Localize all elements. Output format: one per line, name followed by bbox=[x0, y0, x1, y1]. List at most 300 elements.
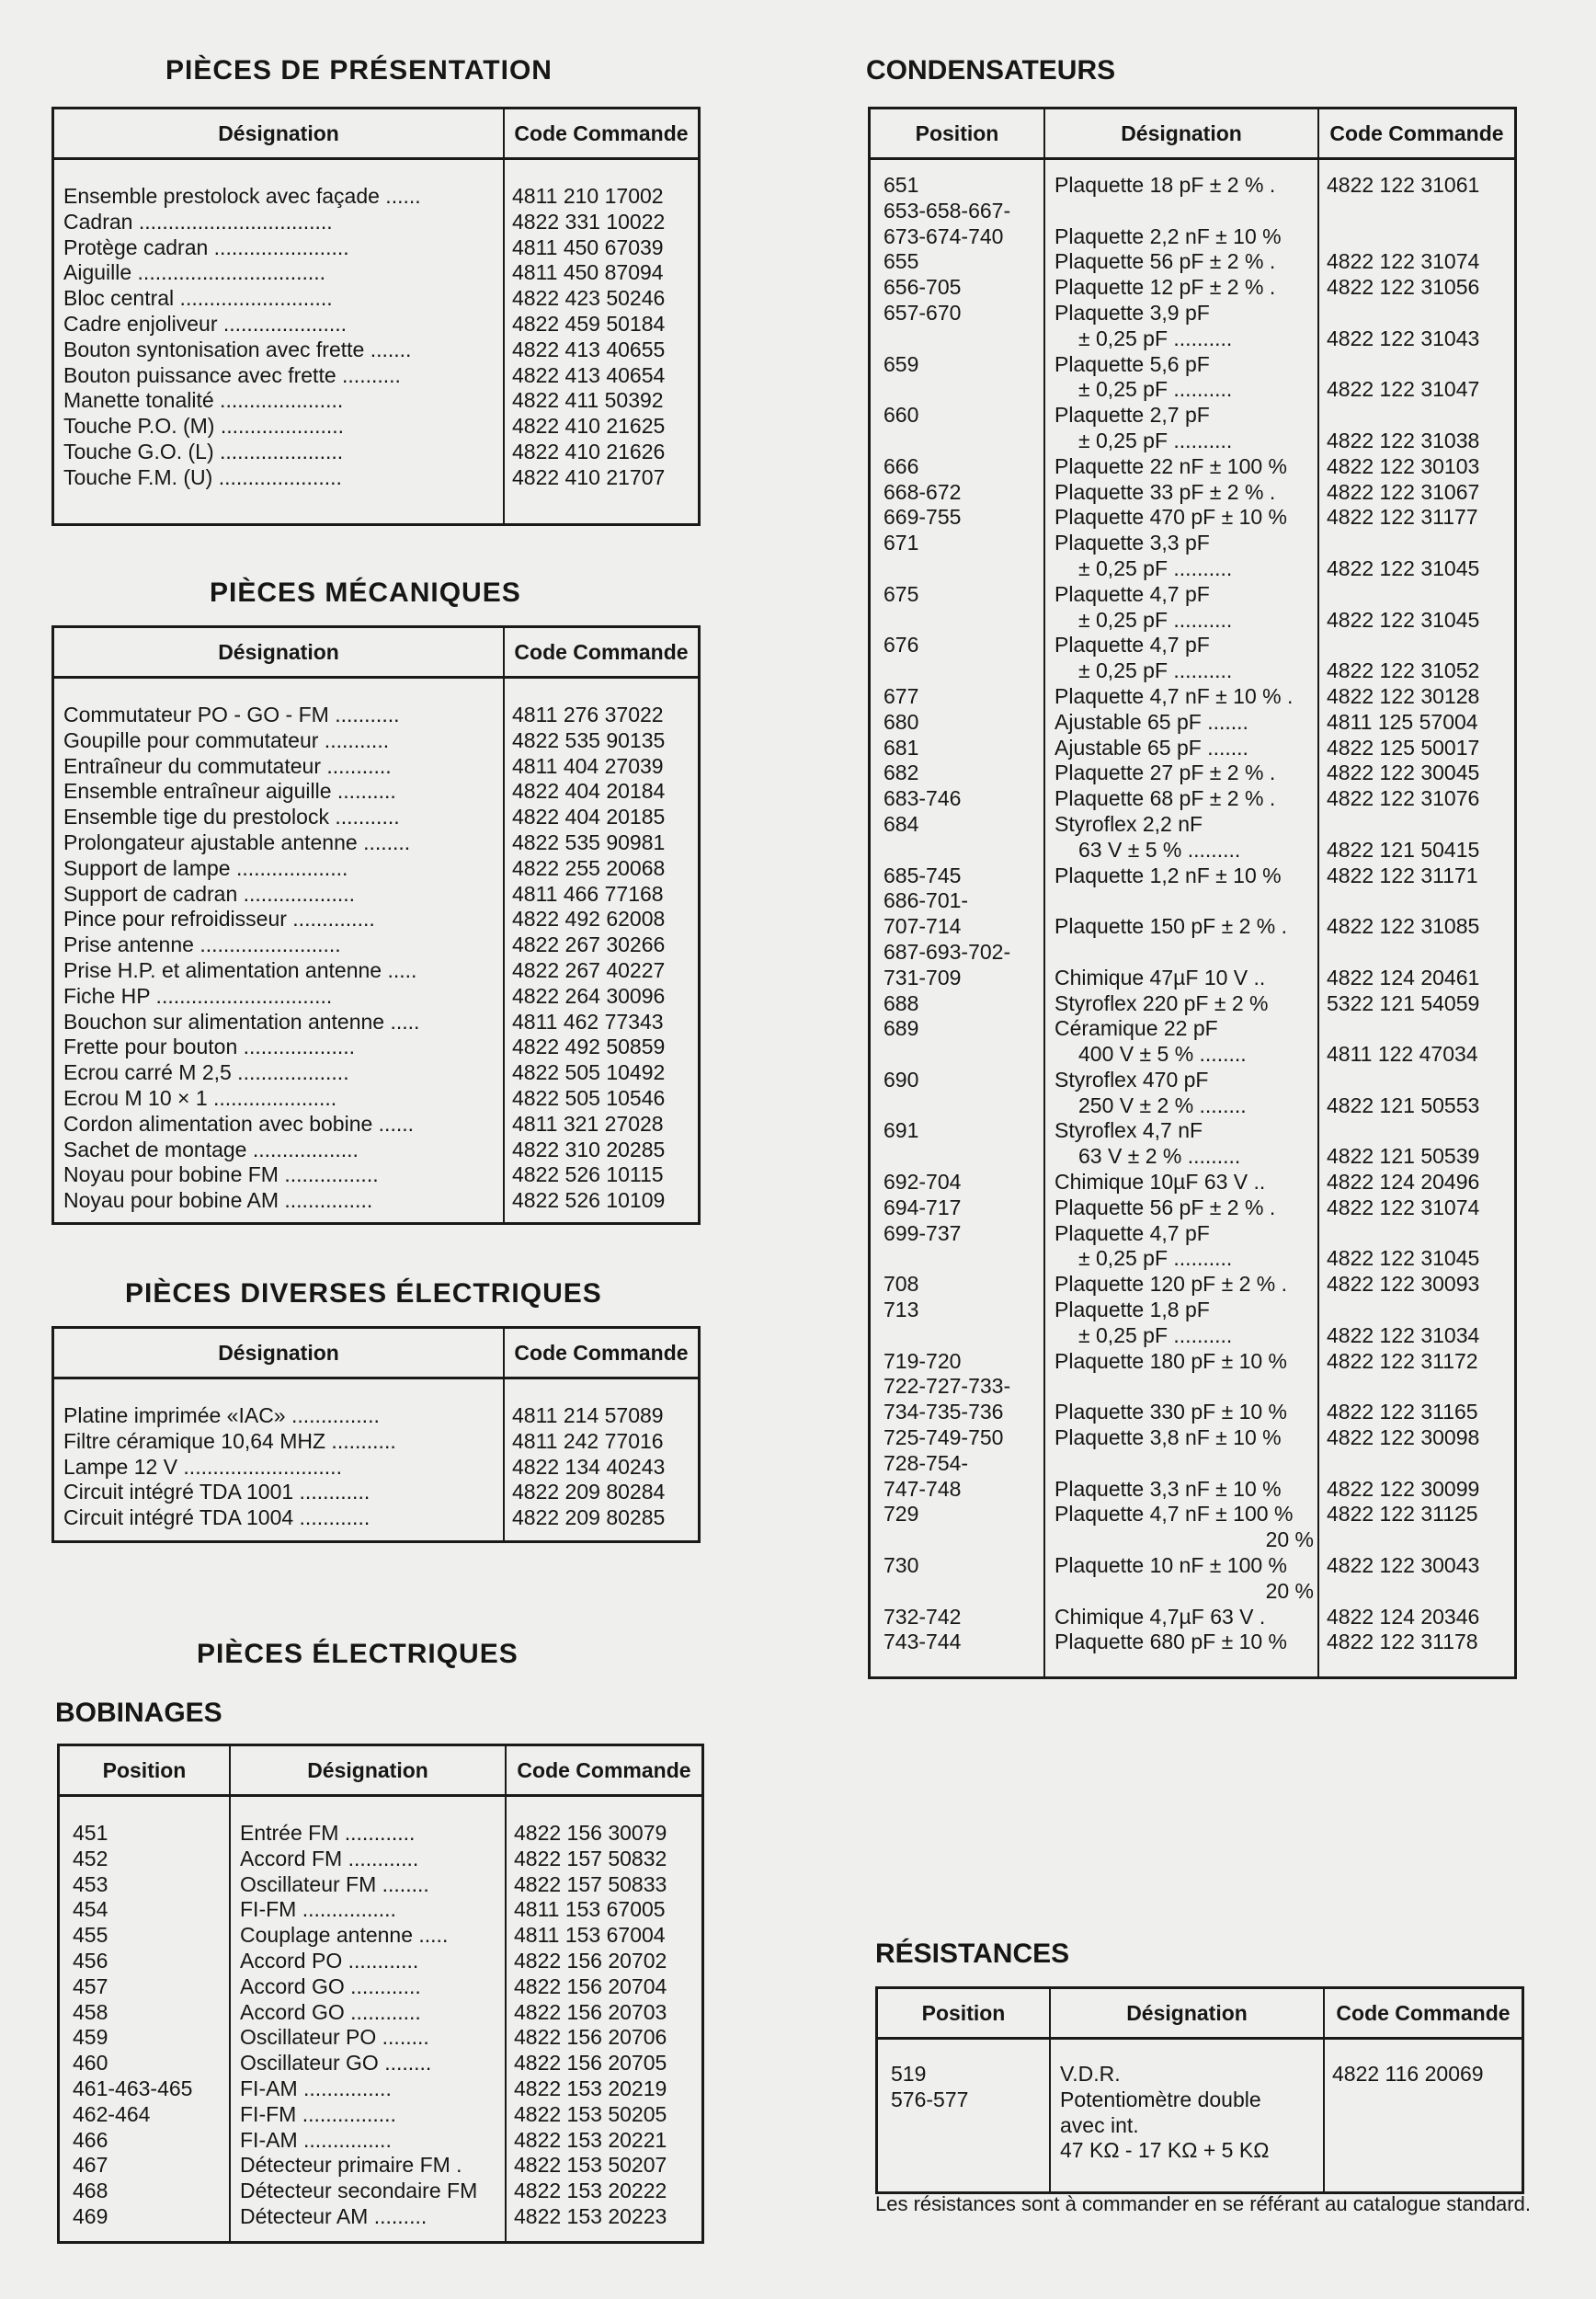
table-cell: 4811 321 27028 bbox=[512, 1111, 664, 1136]
table-cell: 4822 331 10022 bbox=[512, 209, 666, 234]
table-cell: Plaquette 56 pF ± 2 % . bbox=[1054, 249, 1276, 274]
table-cell: Protège cadran ....................... bbox=[63, 234, 349, 259]
table-cell: 4811 153 67005 bbox=[514, 1897, 666, 1922]
table-cell: Styroflex 470 pF bbox=[1054, 1067, 1209, 1092]
table-cell: 47 KΩ - 17 KΩ + 5 KΩ bbox=[1060, 2138, 1270, 2163]
table-condensateurs bbox=[868, 107, 1517, 1679]
table-cell: Touche G.O. (L) ..................... bbox=[63, 439, 344, 463]
table-cell: Accord GO ............ bbox=[240, 1999, 421, 2024]
table-cell: Plaquette 4,7 pF bbox=[1054, 633, 1210, 658]
table-cell: 4811 210 17002 bbox=[512, 184, 664, 208]
table-cell bbox=[1319, 199, 1514, 224]
table-cell: 747-748 bbox=[884, 1476, 962, 1501]
table-cell: 460 bbox=[73, 2051, 108, 2076]
table-cell: 4822 122 30128 bbox=[1327, 683, 1480, 708]
table-cell: Ensemble prestolock avec façade ...... bbox=[63, 184, 421, 208]
table-cell: Plaquette 12 pF ± 2 % . bbox=[1054, 275, 1276, 300]
table-cell: 461-463-465 bbox=[73, 2076, 193, 2100]
table-cell bbox=[1325, 2113, 1522, 2139]
table-cell: 4811 242 77016 bbox=[512, 1428, 664, 1453]
table-body bbox=[54, 679, 698, 1222]
table-cell: Ajustable 65 pF ....... bbox=[1054, 709, 1248, 734]
table-cell: 4822 505 10492 bbox=[512, 1060, 666, 1085]
table-body bbox=[54, 1379, 698, 1540]
table-cell: Plaquette 4,7 pF bbox=[1054, 581, 1210, 606]
table-cell: Styroflex 220 pF ± 2 % bbox=[1054, 990, 1269, 1015]
table-cell bbox=[1325, 2087, 1522, 2113]
table-cell: Plaquette 33 pF ± 2 % . bbox=[1054, 479, 1276, 504]
table-cell: ± 0,25 pF .......... bbox=[1078, 1246, 1233, 1271]
table-cell: 4822 157 50833 bbox=[514, 1871, 667, 1896]
table-cell: Prise H.P. et alimentation antenne ..... bbox=[63, 957, 417, 982]
table-header bbox=[878, 1989, 1522, 2040]
code-column bbox=[503, 679, 698, 1222]
table-cell: 4822 310 20285 bbox=[512, 1137, 666, 1161]
table-cell: Ecrou M 10 × 1 ..................... bbox=[63, 1085, 337, 1110]
table-cell: Plaquette 3,3 nF ± 10 % bbox=[1054, 1476, 1282, 1501]
table-cell: Bouton puissance avec frette .......... bbox=[63, 362, 401, 387]
table-cell: 4822 156 30079 bbox=[514, 1821, 667, 1845]
table-cell: 4822 122 31038 bbox=[1327, 428, 1480, 452]
table-cell: 4822 122 30045 bbox=[1327, 761, 1480, 785]
table-cell bbox=[878, 2113, 1049, 2139]
table-cell: 4822 209 80284 bbox=[512, 1480, 666, 1504]
code-column bbox=[503, 1379, 698, 1540]
table-cell: 454 bbox=[73, 1897, 108, 1922]
table-cell: 685-745 bbox=[884, 863, 962, 887]
table-cell: Accord GO ............ bbox=[240, 1973, 421, 1998]
table-cell: 669-755 bbox=[884, 505, 962, 530]
table-cell: Noyau pour bobine FM ................ bbox=[63, 1162, 379, 1187]
table-cell: Circuit intégré TDA 1004 ............ bbox=[63, 1505, 370, 1530]
table-cell: Sachet de montage .................. bbox=[63, 1137, 359, 1161]
table-cell: 466 bbox=[73, 2127, 108, 2152]
table-cell: 4822 264 30096 bbox=[512, 983, 666, 1008]
table-cell: ± 0,25 pF .......... bbox=[1078, 326, 1233, 350]
table-cell: Prolongateur ajustable antenne ........ bbox=[63, 829, 411, 854]
table-cell: 4822 134 40243 bbox=[512, 1454, 666, 1479]
table-cell bbox=[1045, 940, 1317, 966]
table-header bbox=[54, 109, 698, 160]
table-cell: 731-709 bbox=[884, 965, 962, 989]
table-cell: Circuit intégré TDA 1001 ............ bbox=[63, 1480, 370, 1504]
table-cell: 4822 156 20702 bbox=[514, 1948, 667, 1973]
table-cell: 699-737 bbox=[884, 1220, 962, 1245]
table-cell: 683-746 bbox=[884, 786, 962, 811]
table-cell bbox=[1319, 1221, 1514, 1247]
table-cell bbox=[1319, 403, 1514, 429]
table-cell: 689 bbox=[884, 1016, 919, 1041]
table-cell: Plaquette 3,3 pF bbox=[1054, 531, 1210, 555]
table-cell: 462-464 bbox=[73, 2101, 151, 2126]
table-cell: Bloc central .......................... bbox=[63, 286, 333, 311]
table-cell: Ajustable 65 pF ....... bbox=[1054, 735, 1248, 760]
table-cell bbox=[871, 1527, 1043, 1553]
table-cell: Support de lampe ................... bbox=[63, 855, 348, 880]
table-cell: Goupille pour commutateur ........... bbox=[63, 727, 390, 752]
table-cell: 655 bbox=[884, 249, 919, 274]
section-title-diverses: PIÈCES DIVERSES ÉLECTRIQUES bbox=[125, 1278, 602, 1309]
table-cell: 456 bbox=[73, 1948, 108, 1973]
table-cell: Détecteur AM ......... bbox=[240, 2203, 428, 2228]
table-body bbox=[54, 160, 698, 523]
code-column bbox=[1323, 2040, 1522, 2191]
table-cell: Détecteur primaire FM . bbox=[240, 2153, 462, 2178]
table-mecaniques bbox=[51, 625, 701, 1225]
table-cell: 4822 157 50832 bbox=[514, 1846, 667, 1870]
table-cell: 728-754- bbox=[884, 1450, 969, 1475]
table-cell: 4822 121 50553 bbox=[1327, 1092, 1480, 1117]
table-cell: Plaquette 3,8 nF ± 10 % bbox=[1054, 1425, 1282, 1450]
table-cell bbox=[871, 1246, 1043, 1272]
table-cell: 4822 404 20184 bbox=[512, 779, 666, 804]
table-cell: 722-727-733- bbox=[884, 1374, 1011, 1399]
table-cell: 656-705 bbox=[884, 275, 962, 300]
table-cell: Accord PO ............ bbox=[240, 1948, 419, 1973]
table-cell: 4822 156 20704 bbox=[514, 1973, 667, 1998]
table-cell bbox=[1319, 352, 1514, 378]
table-cell: 684 bbox=[884, 811, 919, 836]
table-cell: Cordon alimentation avec bobine ...... bbox=[63, 1111, 415, 1136]
table-cell: 452 bbox=[73, 1846, 108, 1870]
header-designation: Désignation bbox=[229, 1746, 505, 1794]
table-cell: Plaquette 4,7 nF ± 100 % bbox=[1054, 1502, 1294, 1527]
table-cell: Plaquette 68 pF ± 2 % . bbox=[1054, 786, 1276, 811]
table-cell: 4822 124 20496 bbox=[1327, 1170, 1480, 1195]
table-cell: 732-742 bbox=[884, 1604, 962, 1629]
section-title-mecaniques: PIÈCES MÉCANIQUES bbox=[210, 578, 521, 608]
table-cell: 4822 153 20221 bbox=[514, 2127, 667, 2152]
table-cell bbox=[871, 1042, 1043, 1068]
table-cell: 4811 153 67004 bbox=[514, 1923, 666, 1948]
table-cell: 20 % bbox=[1265, 1578, 1314, 1603]
table-cell: 4822 121 50415 bbox=[1327, 837, 1480, 862]
table-cell: 4822 267 30266 bbox=[512, 932, 666, 957]
header-position: Position bbox=[102, 1757, 187, 1782]
table-cell: 694-717 bbox=[884, 1195, 962, 1219]
table-cell: 4822 505 10546 bbox=[512, 1085, 666, 1110]
table-cell bbox=[1045, 888, 1317, 914]
table-cell: 4822 535 90135 bbox=[512, 727, 666, 752]
position-column bbox=[871, 160, 1043, 1676]
table-cell: 458 bbox=[73, 1999, 108, 2024]
header-position: Position bbox=[915, 120, 999, 145]
table-cell: 708 bbox=[884, 1272, 919, 1297]
code-column bbox=[505, 1797, 701, 2241]
table-cell bbox=[871, 838, 1043, 864]
table-cell: Bouchon sur alimentation antenne ..... bbox=[63, 1009, 420, 1034]
table-cell: Platine imprimée «IAC» ............... bbox=[63, 1403, 380, 1427]
table-cell: 707-714 bbox=[884, 914, 962, 939]
table-cell: Plaquette 330 pF ± 10 % bbox=[1054, 1400, 1288, 1424]
table-cell: 4822 122 31043 bbox=[1327, 326, 1480, 350]
table-cell: 4822 122 31045 bbox=[1327, 607, 1480, 632]
table-header bbox=[54, 1329, 698, 1379]
table-cell: 4822 122 31074 bbox=[1327, 249, 1480, 274]
table-cell: 451 bbox=[73, 1821, 108, 1845]
table-cell: Plaquette 56 pF ± 2 % . bbox=[1054, 1195, 1276, 1219]
header-code: Code Commande bbox=[1323, 1989, 1522, 2037]
section-title-electriques: PIÈCES ÉLECTRIQUES bbox=[197, 1639, 519, 1669]
table-cell: 4822 122 31085 bbox=[1327, 914, 1480, 939]
table-cell: 682 bbox=[884, 761, 919, 785]
table-cell bbox=[871, 556, 1043, 582]
code-column bbox=[503, 160, 698, 523]
table-cell bbox=[871, 1144, 1043, 1170]
table-cell: Plaquette 18 pF ± 2 % . bbox=[1054, 173, 1276, 197]
table-cell: 4822 122 31047 bbox=[1327, 377, 1480, 402]
table-cell: 457 bbox=[73, 1973, 108, 1998]
table-cell: 734-735-736 bbox=[884, 1400, 1004, 1424]
table-cell: Plaquette 10 nF ± 100 % bbox=[1054, 1553, 1288, 1578]
table-cell: 4811 450 87094 bbox=[512, 260, 664, 285]
table-cell: 4822 492 50859 bbox=[512, 1035, 666, 1059]
table-cell: 4822 526 10109 bbox=[512, 1188, 666, 1213]
table-cell: Chimique 4,7µF 63 V . bbox=[1054, 1604, 1266, 1629]
table-cell: 4822 121 50539 bbox=[1327, 1144, 1480, 1169]
table-cell: 4822 535 90981 bbox=[512, 829, 666, 854]
table-cell: 4822 156 20705 bbox=[514, 2051, 667, 2076]
table-cell: 651 bbox=[884, 173, 919, 197]
table-cell: Plaquette 22 nF ± 100 % bbox=[1054, 453, 1288, 478]
table-cell: 4822 122 31074 bbox=[1327, 1195, 1480, 1219]
table-cell: Touche F.M. (U) ..................... bbox=[63, 464, 342, 489]
table-cell: Frette pour bouton ................... bbox=[63, 1035, 356, 1059]
table-cell: 4822 124 20346 bbox=[1327, 1604, 1480, 1629]
table-cell: 4811 404 27039 bbox=[512, 753, 664, 778]
table-cell: 4822 413 40654 bbox=[512, 362, 666, 387]
table-cell: Support de cadran ................... bbox=[63, 881, 356, 906]
table-cell: 4822 413 40655 bbox=[512, 337, 666, 361]
table-cell: 4822 526 10115 bbox=[512, 1162, 664, 1187]
table-cell: 687-693-702- bbox=[884, 939, 1011, 964]
table-header bbox=[54, 628, 698, 679]
table-cell: Plaquette 180 pF ± 10 % bbox=[1054, 1348, 1288, 1373]
table-body bbox=[878, 2040, 1522, 2191]
table-cell: 4822 116 20069 bbox=[1332, 2062, 1484, 2086]
table-cell: 4822 209 80285 bbox=[512, 1505, 666, 1530]
table-cell: 4822 122 31171 bbox=[1327, 863, 1478, 887]
table-cell: 4822 410 21626 bbox=[512, 439, 666, 463]
table-cell: 657-670 bbox=[884, 300, 962, 325]
table-cell: 4822 255 20068 bbox=[512, 855, 666, 880]
table-cell: 4822 410 21707 bbox=[512, 464, 666, 489]
table-cell: 4822 122 30093 bbox=[1327, 1272, 1480, 1297]
table-cell: Céramique 22 pF bbox=[1054, 1016, 1218, 1041]
table-cell: Touche P.O. (M) ..................... bbox=[63, 414, 345, 439]
table-cell: 676 bbox=[884, 633, 919, 658]
table-cell: 681 bbox=[884, 735, 919, 760]
table-cell: 713 bbox=[884, 1298, 919, 1322]
table-cell: Accord FM ............ bbox=[240, 1846, 419, 1870]
table-cell: 4811 122 47034 bbox=[1327, 1042, 1478, 1067]
header-position: Position bbox=[921, 2000, 1006, 2025]
table-cell: Cadran ................................. bbox=[63, 209, 333, 234]
table-cell: Styroflex 2,2 nF bbox=[1054, 811, 1203, 836]
header-code: Code Commande bbox=[505, 1746, 701, 1794]
table-cell bbox=[871, 658, 1043, 684]
table-cell: Prise antenne ........................ bbox=[63, 932, 341, 957]
table-cell: 4822 122 30103 bbox=[1327, 453, 1480, 478]
table-cell: 4822 122 30098 bbox=[1327, 1425, 1480, 1450]
table-cell: 4822 122 31045 bbox=[1327, 555, 1480, 580]
table-cell: Commutateur PO - GO - FM ........... bbox=[63, 703, 400, 726]
table-cell: 690 bbox=[884, 1067, 919, 1092]
table-cell: 688 bbox=[884, 990, 919, 1015]
table-cell: 4811 450 67039 bbox=[512, 234, 664, 259]
table-resistances bbox=[875, 1986, 1524, 2194]
table-cell: Pince pour refroidisseur .............. bbox=[63, 907, 375, 932]
table-cell: 4822 122 31056 bbox=[1327, 275, 1480, 300]
table-cell: ± 0,25 pF .......... bbox=[1078, 658, 1233, 683]
table-cell: 4822 122 31165 bbox=[1327, 1400, 1478, 1424]
table-cell: 4822 153 50207 bbox=[514, 2153, 667, 2178]
position-column bbox=[60, 1797, 229, 2241]
table-cell: Manette tonalité ..................... bbox=[63, 388, 344, 413]
table-cell: 469 bbox=[73, 2203, 108, 2228]
table-cell: ± 0,25 pF .......... bbox=[1078, 428, 1233, 452]
table-cell: 743-744 bbox=[884, 1630, 962, 1654]
table-cell: 668-672 bbox=[884, 479, 962, 504]
table-cell: 675 bbox=[884, 581, 919, 606]
table-cell: 659 bbox=[884, 351, 919, 376]
table-cell: Plaquette 4,7 nF ± 10 % . bbox=[1054, 683, 1294, 708]
table-cell: 4822 492 62008 bbox=[512, 907, 666, 932]
table-cell bbox=[1319, 633, 1514, 658]
header-designation: Désignation bbox=[1049, 1989, 1323, 2037]
table-cell: Plaquette 5,6 pF bbox=[1054, 351, 1210, 376]
table-diverses bbox=[51, 1326, 701, 1543]
table-cell: 576-577 bbox=[891, 2087, 969, 2111]
table-cell: 4822 459 50184 bbox=[512, 311, 666, 336]
table-cell: Lampe 12 V ........................... bbox=[63, 1454, 342, 1479]
table-cell: 4811 276 37022 bbox=[512, 703, 664, 726]
table-cell: Plaquette 150 pF ± 2 % . bbox=[1054, 914, 1287, 939]
table-cell: V.D.R. bbox=[1060, 2062, 1121, 2086]
table-cell bbox=[1319, 1118, 1514, 1144]
table-cell: Oscillateur FM ........ bbox=[240, 1871, 429, 1896]
table-cell: Plaquette 1,8 pF bbox=[1054, 1298, 1210, 1322]
table-cell: 719-720 bbox=[884, 1348, 962, 1373]
table-cell: 4822 404 20185 bbox=[512, 805, 666, 829]
table-cell: Chimique 10µF 63 V .. bbox=[1054, 1170, 1266, 1195]
table-cell: 4822 153 20223 bbox=[514, 2203, 667, 2228]
table-cell: Aiguille ................................ bbox=[63, 260, 326, 285]
position-column bbox=[878, 2040, 1049, 2191]
table-cell: 519 bbox=[891, 2062, 927, 2086]
table-cell bbox=[871, 1093, 1043, 1119]
table-cell bbox=[1319, 531, 1514, 556]
table-cell: Noyau pour bobine AM ............... bbox=[63, 1188, 373, 1213]
table-cell: ± 0,25 pF .......... bbox=[1078, 555, 1233, 580]
table-cell: 4822 153 20219 bbox=[514, 2076, 667, 2100]
table-cell: 4822 122 31172 bbox=[1327, 1348, 1478, 1373]
table-cell: Oscillateur GO ........ bbox=[240, 2051, 432, 2076]
table-cell: 4822 122 30099 bbox=[1327, 1476, 1480, 1501]
table-cell bbox=[1319, 301, 1514, 326]
table-cell: 250 V ± 2 % ........ bbox=[1078, 1092, 1247, 1117]
table-cell: 20 % bbox=[1265, 1527, 1314, 1552]
table-cell: Oscillateur PO ........ bbox=[240, 2025, 429, 2050]
code-column bbox=[1317, 160, 1514, 1676]
resistances-note: Les résistances sont à commander en se référant au catalogue standard. bbox=[875, 2192, 1531, 2215]
table-cell: 63 V ± 5 % ......... bbox=[1078, 837, 1241, 862]
table-cell: 691 bbox=[884, 1118, 919, 1143]
table-cell: ± 0,25 pF .......... bbox=[1078, 377, 1233, 402]
table-cell: Plaquette 4,7 pF bbox=[1054, 1220, 1210, 1245]
table-cell: 729 bbox=[884, 1502, 919, 1527]
designation-column bbox=[1043, 160, 1317, 1676]
table-cell bbox=[878, 2138, 1049, 2164]
table-cell bbox=[871, 608, 1043, 634]
table-cell bbox=[1319, 1068, 1514, 1093]
header-code: Code Commande bbox=[503, 1329, 698, 1377]
table-cell: 4822 122 30043 bbox=[1327, 1553, 1480, 1578]
table-cell bbox=[1319, 1527, 1514, 1553]
header-designation: Désignation bbox=[1043, 109, 1317, 157]
table-cell: 400 V ± 5 % ........ bbox=[1078, 1042, 1247, 1067]
table-cell: 671 bbox=[884, 531, 919, 555]
table-cell bbox=[1045, 1451, 1317, 1477]
table-cell: 725-749-750 bbox=[884, 1425, 1004, 1450]
header-designation: Désignation bbox=[218, 639, 339, 664]
table-cell: Plaquette 120 pF ± 2 % . bbox=[1054, 1272, 1287, 1297]
table-cell bbox=[1045, 199, 1317, 224]
designation-column bbox=[54, 679, 503, 1222]
table-cell: Ensemble entraîneur aiguille .......... bbox=[63, 779, 396, 804]
table-cell: Plaquette 3,9 pF bbox=[1054, 300, 1210, 325]
table-cell: 660 bbox=[884, 403, 919, 428]
table-cell: 453 bbox=[73, 1871, 108, 1896]
table-cell: Entraîneur du commutateur ........... bbox=[63, 753, 392, 778]
table-cell: 4822 122 31067 bbox=[1327, 479, 1480, 504]
table-cell: 4811 214 57089 bbox=[512, 1403, 664, 1427]
table-cell: 63 V ± 2 % ......... bbox=[1078, 1144, 1241, 1169]
header-designation: Désignation bbox=[218, 1340, 339, 1365]
table-cell: 653-658-667- bbox=[884, 198, 1011, 223]
designation-column bbox=[54, 1379, 503, 1540]
designation-column bbox=[1049, 2040, 1323, 2191]
table-cell: 677 bbox=[884, 683, 919, 708]
table-cell bbox=[1319, 1579, 1514, 1605]
table-cell: 680 bbox=[884, 709, 919, 734]
table-cell: 4822 122 31125 bbox=[1327, 1502, 1478, 1527]
table-cell: Plaquette 1,2 nF ± 10 % bbox=[1054, 863, 1282, 887]
table-cell: 4822 122 31061 bbox=[1327, 173, 1480, 197]
table-cell: Plaquette 2,7 pF bbox=[1054, 403, 1210, 428]
table-cell: 686-701- bbox=[884, 888, 969, 913]
table-cell: 4811 462 77343 bbox=[512, 1009, 664, 1034]
table-cell: 730 bbox=[884, 1553, 919, 1578]
table-cell: 4822 411 50392 bbox=[512, 388, 664, 413]
header-code: Code Commande bbox=[503, 628, 698, 676]
table-cell: 4822 124 20461 bbox=[1327, 965, 1480, 989]
section-title-condensateurs: CONDENSATEURS bbox=[866, 55, 1116, 86]
table-cell: Ensemble tige du prestolock ........... bbox=[63, 805, 400, 829]
table-cell bbox=[1319, 1374, 1514, 1400]
table-cell bbox=[871, 1579, 1043, 1605]
table-cell: 468 bbox=[73, 2179, 108, 2203]
table-cell: 4811 125 57004 bbox=[1327, 709, 1478, 734]
table-cell bbox=[1319, 888, 1514, 914]
table-cell: 459 bbox=[73, 2025, 108, 2050]
table-cell: Couplage antenne ..... bbox=[240, 1923, 449, 1948]
table-cell: Plaquette 2,2 nF ± 10 % bbox=[1054, 223, 1282, 248]
table-cell: 467 bbox=[73, 2153, 108, 2178]
table-cell: Bouton syntonisation avec frette ....... bbox=[63, 337, 412, 361]
designation-column bbox=[54, 160, 503, 523]
table-cell: Détecteur secondaire FM bbox=[240, 2179, 478, 2203]
